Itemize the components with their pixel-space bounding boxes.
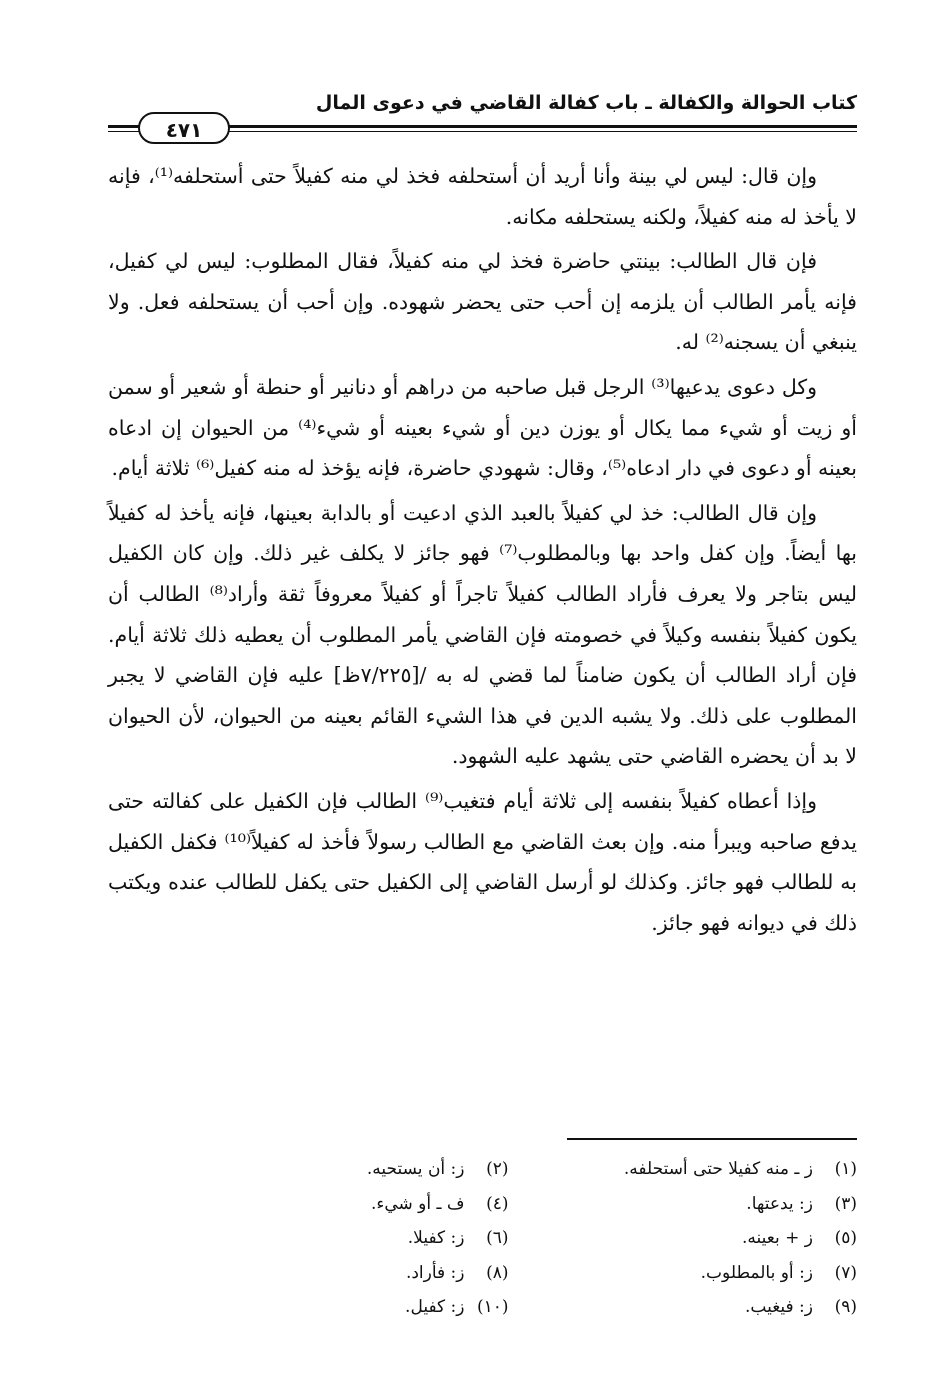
footnote-text: ز: كفيل.: [405, 1297, 465, 1317]
footnote: [549, 1290, 858, 1325]
footnote-separator: [567, 1138, 857, 1140]
footnote: [200, 1256, 509, 1291]
footnote-number: (٥): [834, 1228, 857, 1248]
footnote-text: ز ـ منه كفيلا حتى أستحلفه.: [623, 1159, 813, 1179]
paragraph: وإذا أعطاه كفيلاً بنفسه إلى ثلاثة أيام فتغيب⁽⁹⁾ الطالب فإن الكفيل على كفالته حتى يدفع صاحبه ويبرأ منه. وإن بعث القاضي مع الطالب رسولاً فأخذ له كفيلاً⁽¹⁰⁾ فكفل الكفيل به للطالب فهو جائز. وكذلك لو أرسل القاضي إلى الكفيل حتى يكفل للطالب عنده ويكتب ذلك في ديوانه فهو جائز.: [108, 788, 857, 935]
footnote: [200, 1290, 509, 1325]
paragraph: وإن قال الطالب: خذ لي كفيلاً بالعبد الذي ادعيت أو بالدابة بعينها، فإنه يأخذ له كفيلاً بها أيضاً. وإن كفل واحد بها وبالمطلوب⁽⁷⁾ فهو جائز لا يكلف غير ذلك. وإن كان الكفيل ليس بتاجر ولا يعرف فأراد الطالب كفيلاً تاجراً أو كفيلاً معروفاً ثقة وأراد⁽⁸⁾ الطالب أن يكون كفيلاً بنفسه وكيلاً في خصومته فإن القاضي يأمر المطلوب أن يعطيه ذلك ثلاثة أيام. فإن أراد الطالب أن يكون ضامناً لما قضي له به /[٧/٢٢٥ظ] عليه فإن القاضي لا يجبر المطلوب على ذلك. ولا يشبه الدين في هذا الشيء القائم بعينه من الحيوان، لأن الحيوان لا بد أن يحضره القاضي حتى يشهد عليه الشهود.: [108, 500, 857, 769]
paragraph: فإن قال الطالب: بينتي حاضرة فخذ لي منه كفيلاً، فقال المطلوب: ليس لي كفيل، فإنه يأمر الطالب أن يلزمه إن أحب حتى يحضر شهوده. وإن أحب أن يستحلفه فعل. ولا ينبغي أن يسجنه⁽²⁾ له.: [108, 249, 857, 355]
page-number: ٤٧١: [138, 112, 230, 144]
footnotes: [200, 1152, 857, 1325]
footnote-text: ز: يدعتها.: [746, 1193, 813, 1214]
footnote: [549, 1187, 858, 1222]
footnote-text: ز: فيغيب.: [744, 1297, 813, 1317]
footnote: [549, 1256, 858, 1291]
footnote-text: ز: أن يستحيه.: [366, 1159, 465, 1179]
footnote-number: (٧): [834, 1262, 857, 1283]
footnote-number: (٨): [486, 1262, 509, 1283]
footnote-number: (١): [834, 1159, 857, 1179]
footnote: [200, 1187, 509, 1222]
footnote-text: ف ـ أو شيء.: [370, 1193, 465, 1214]
footnote-number: (٩): [834, 1297, 857, 1317]
footnote: [200, 1221, 509, 1256]
footnote-text: ز: كفيلا.: [407, 1228, 465, 1248]
footnote-number: (١٠): [476, 1297, 509, 1317]
footnote-text: ز + بعينه.: [742, 1228, 813, 1248]
footnote-text: ز: أو بالمطلوب.: [700, 1262, 813, 1283]
footnote-number: (٣): [834, 1193, 857, 1214]
footnote: [549, 1152, 858, 1187]
footnote: [200, 1152, 509, 1187]
paragraph: وإن قال: ليس لي بينة وأنا أريد أن أستحلفه فخذ لي منه كفيلاً حتى أستحلفه⁽¹⁾، فإنه لا يأخذ له منه كفيلاً، ولكنه يستحلفه مكانه.: [108, 164, 857, 229]
footnote-number: (٦): [486, 1228, 509, 1248]
running-header-title: كتاب الحوالة والكفالة ـ باب كفالة القاضي في دعوى المال: [315, 92, 857, 114]
footnote: [549, 1221, 858, 1256]
paragraph: وكل دعوى يدعيها⁽³⁾ الرجل قبل صاحبه من دراهم أو دنانير أو حنطة أو شعير أو سمن أو زيت أو شيء مما يكال أو يوزن دين أو شيء بعينه أو شيء⁽⁴⁾ من الحيوان إن ادعاه بعينه أو دعوى في دار ادعاه⁽⁵⁾، وقال: شهودي حاضرة، فإنه يؤخذ له منه كفيل⁽⁶⁾ ثلاثة أيام.: [108, 374, 858, 481]
footnote-number: (٤): [486, 1193, 509, 1214]
footnote-number: (٢): [486, 1159, 509, 1179]
main-text: [108, 156, 857, 943]
footnote-text: ز: فأراد.: [405, 1262, 465, 1283]
